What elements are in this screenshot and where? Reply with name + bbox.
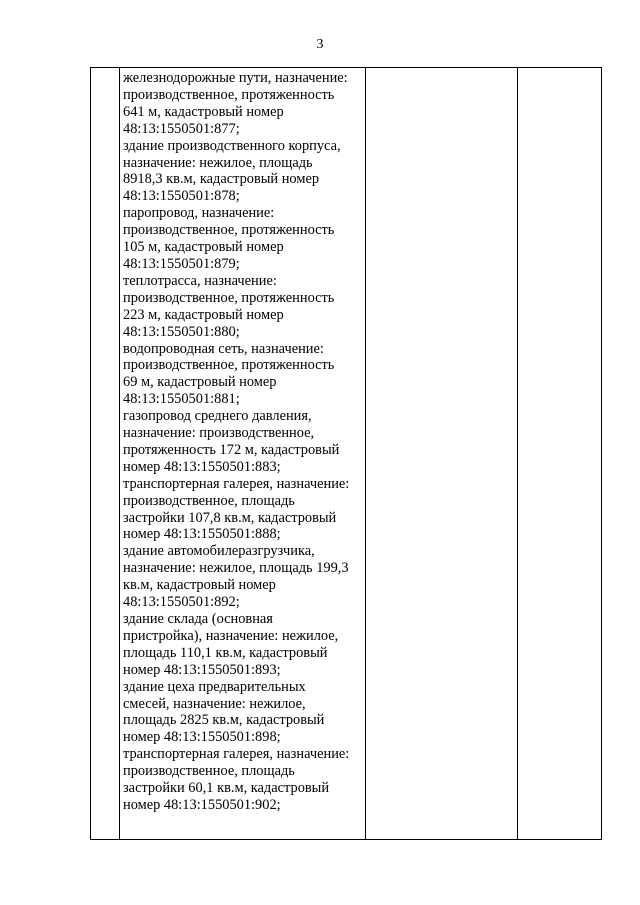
description-line: производственное, площадь <box>123 763 295 780</box>
description-line: назначение: нежилое, площадь <box>123 154 313 171</box>
description-line: транспортерная галерея, назначение: <box>123 475 350 492</box>
description-line: номер 48:13:1550501:883; <box>123 458 281 475</box>
description-line: номер 48:13:1550501:893; <box>123 661 281 678</box>
description-line: здание цеха предварительных <box>123 678 306 695</box>
description-line: 641 м, кадастровый номер <box>123 103 284 120</box>
description-line: 48:13:1550501:881; <box>123 391 240 408</box>
description-line: 8918,3 кв.м, кадастровый номер <box>123 171 320 188</box>
description-line: смесей, назначение: нежилое, <box>123 695 306 712</box>
description-line: железнодорожные пути, назначение: <box>123 70 348 86</box>
description-line: кв.м, кадастровый номер <box>123 577 276 594</box>
description-line: назначение: нежилое, площадь 199,3 <box>123 560 349 577</box>
description-line: производственное, протяженность <box>123 289 335 306</box>
description-line: производственное, площадь <box>123 492 295 509</box>
description-line: паропровод, назначение: <box>123 205 275 222</box>
description-line: 48:13:1550501:880; <box>123 323 240 340</box>
description-text <box>120 68 365 814</box>
page-number: 3 <box>316 37 324 52</box>
description-line: 48:13:1550501:878; <box>123 188 240 205</box>
description-line: газопровод среднего давления, <box>123 408 312 425</box>
table-cell-empty <box>518 68 602 840</box>
description-line: 48:13:1550501:877; <box>123 120 240 137</box>
description-line: 223 м, кадастровый номер <box>123 306 284 323</box>
description-line: здание производственного корпуса, <box>123 137 341 154</box>
description-line: протяженность 172 м, кадастровый <box>123 441 340 458</box>
description-line: водопроводная сеть, назначение: <box>123 340 324 357</box>
description-line: 48:13:1550501:892; <box>123 594 240 611</box>
description-line: производственное, протяженность <box>123 86 335 103</box>
description-line: номер 48:13:1550501:902; <box>123 796 281 813</box>
description-line: 69 м, кадастровый номер <box>123 374 277 391</box>
description-line: площадь 110,1 кв.м, кадастровый <box>123 644 328 661</box>
description-line: номер 48:13:1550501:888; <box>123 526 281 543</box>
description-line: пристройка), назначение: нежилое, <box>123 627 339 644</box>
description-line: транспортерная галерея, назначение: <box>123 746 350 763</box>
table-row <box>91 68 602 840</box>
description-line: производственное, протяженность <box>123 357 335 374</box>
description-line: производственное, протяженность <box>123 222 335 239</box>
table-cell-index <box>91 68 120 840</box>
description-line: здание склада (основная <box>123 611 273 627</box>
table-cell-empty <box>366 68 518 840</box>
description-line: 105 м, кадастровый номер <box>123 239 284 256</box>
description-line: назначение: производственное, <box>123 425 315 442</box>
description-line: застройки 107,8 кв.м, кадастровый <box>123 509 337 526</box>
description-line: площадь 2825 кв.м, кадастровый <box>123 712 325 729</box>
description-line: теплотрасса, назначение: <box>123 272 277 289</box>
property-table <box>90 67 602 840</box>
description-line: застройки 60,1 кв.м, кадастровый <box>123 780 330 797</box>
description-line: 48:13:1550501:879; <box>123 255 240 272</box>
description-line: номер 48:13:1550501:898; <box>123 729 281 746</box>
description-line: здание автомобилеразгрузчика, <box>123 543 315 560</box>
table-cell-description <box>120 68 366 840</box>
